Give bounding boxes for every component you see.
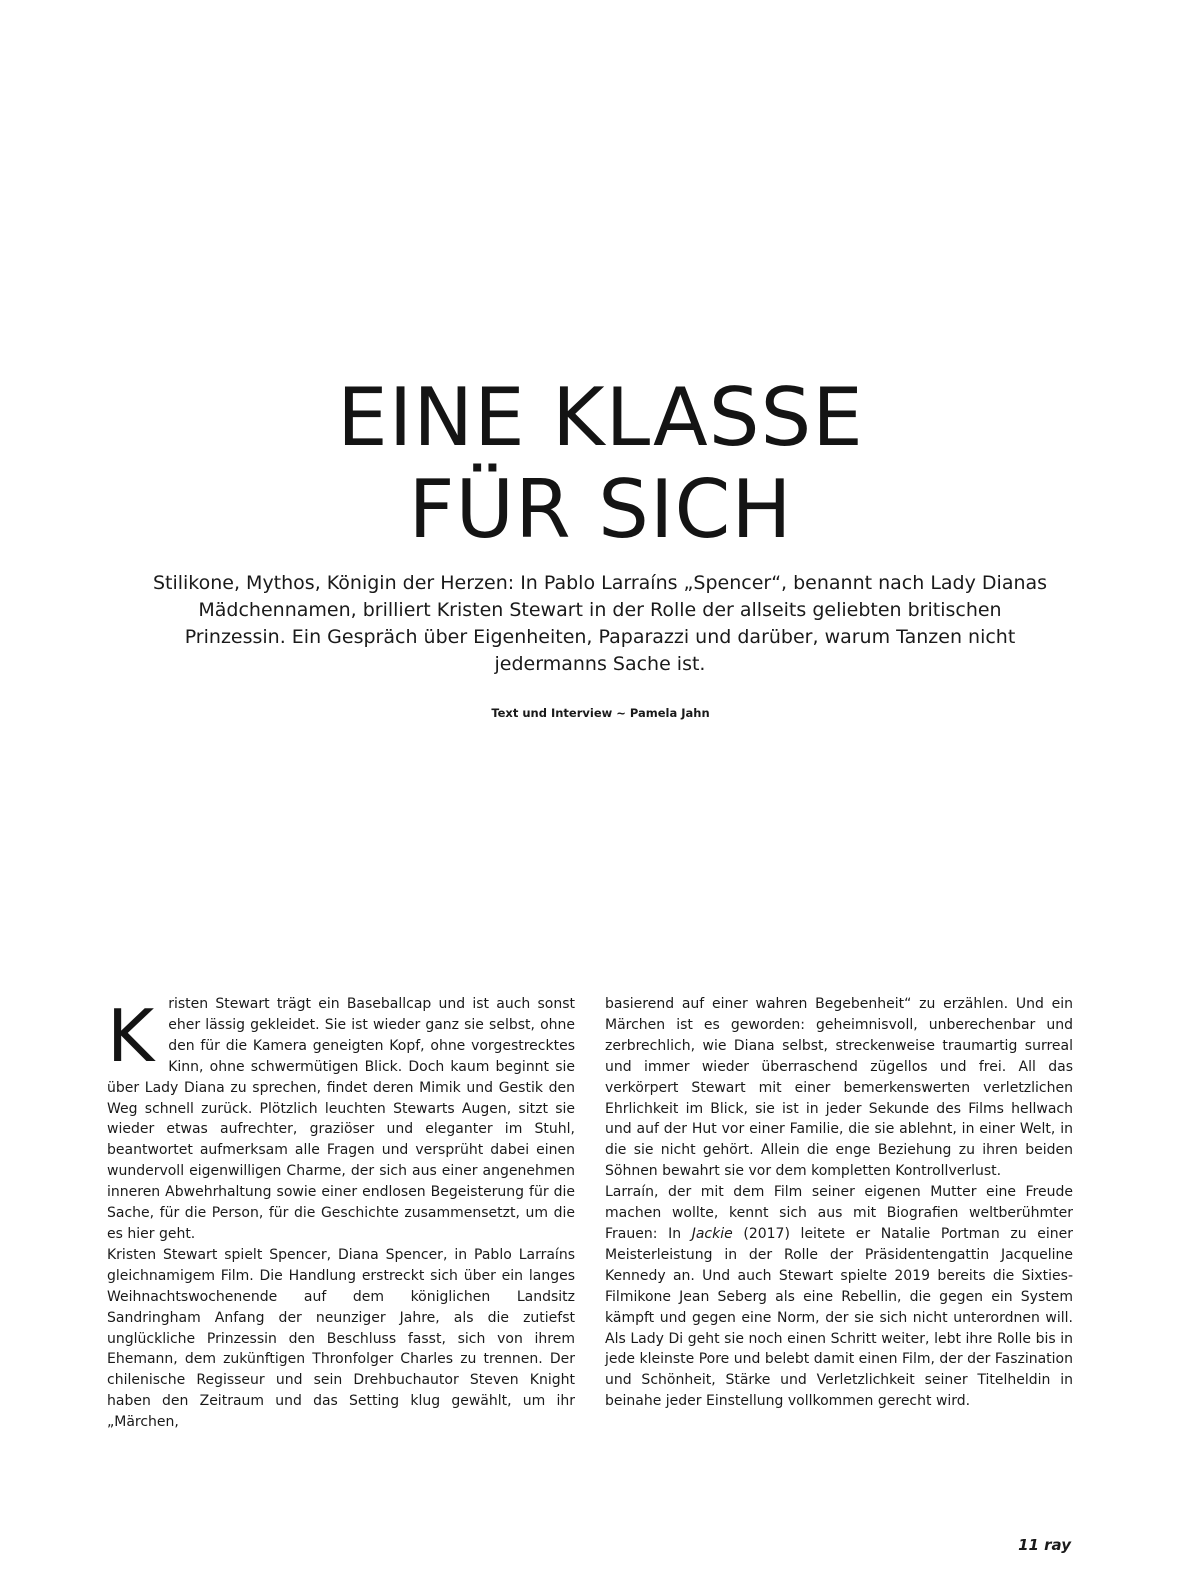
body-paragraph-text: risten Stewart trägt ein Baseballcap und ist auch sonst eher lässig gekleidet. Sie ist wieder ganz sie selbst, ohne den für die Kamera geneigten Kopf, ohne vorgestrecktes Kinn, ohne schwermütigen Blick. Doch kaum beginnt sie über Lady Diana zu sprechen, findet deren Mimik und Gestik den Weg schnell zurück. Plötzlich leuchten Stewarts Augen, sitzt sie wieder etwas aufrechter, graziöser und eleganter im Stuhl, beantwortet aufmerksam alle Fragen und versprüht dabei einen wundervoll eigenwilligen Charme, der sich aus einer angenehmen inneren Abwehrhaltung sowie einer endlosen Begeisterung für die Sache, für die Person, für die Geschichte zusammensetzt, um die es hier geht. xyxy=(107,996,575,1242)
body-column-left xyxy=(107,994,575,1433)
body-paragraph: basierend auf einer wahren Begebenheit“ zu erzählen. Und ein Märchen ist es geworden: geheimnisvoll, unberechenbar und zerbrechlich, wie Diana selbst, streckenweise traumartig surreal und immer wieder überraschend zügellos und frei. All das verkörpert Stewart mit einer bemerkenswerten verletzlichen Ehrlichkeit im Blick, sie ist in jeder Sekunde des Films hellwach und auf der Hut vor einer Familie, die sie ablehnt, in einer Welt, in die sie nicht gehört. Allein die enge Beziehung zu ihren beiden Söhnen bewahrt sie vor dem kompletten Kontrollverlust. xyxy=(605,996,1073,1180)
body-paragraph: Kristen Stewart spielt Spencer, Diana Spencer, in Pablo Larraíns gleichnamigem Film. Die Handlung erstreckt sich über ein langes Weihnachtswochenende auf dem königlichen Landsitz Sandringham Anfang der neunziger Jahre, als die zutiefst unglückliche Prinzessin den Beschluss fasst, sich von ihrem Ehemann, dem zukünftigen Thronfolger Charles zu trennen. Der chilenische Regisseur und sein Drehbuchautor Steven Knight haben den Zeitraum und das Setting klug gewählt, um ihr „Märchen, xyxy=(107,1246,575,1431)
film-title: Jackie xyxy=(691,1225,733,1242)
page-folio: 11 ray xyxy=(1018,1536,1071,1554)
body-paragraph xyxy=(605,1182,1073,1412)
body-text-segment: (2017) leitete er Natalie Portman zu einer Meisterleistung in der Rolle der Präsidentengattin Jacqueline Kennedy an. Und auch Stewart spielte 2019 bereits die Sixties-Filmikone Jean Seberg als eine Rebellin, die gegen ein System kämpft und gegen eine Norm, der sie sich nicht unterordnen will. Als Lady Di geht sie noch einen Schritt weiter, lebt ihre Rolle bis in jede kleinste Pore und belebt damit einen Film, der der Faszination und Schönheit, Stärke und Verletzlichkeit seiner Titelheldin in beinahe jeder Einstellung vollkommen gerecht wird. xyxy=(605,1225,1073,1410)
article-byline: Text und Interview ~ Pamela Jahn xyxy=(491,706,710,720)
body-text-segment: Larraín, der mit dem Film seiner eigenen Mutter eine Freude machen wollte, kennt sich aus mit Biografien weltberühmter Frauen: In xyxy=(605,1184,1073,1242)
article-lead: Stilikone, Mythos, Königin der Herzen: In Pablo Larraíns „Spencer“, benannt nach Lady Dianas Mädchennamen, brilliert Kristen Stewart in der Rolle der allseits geliebten britischen Prinzessin. Ein Gespräch über Eigenheiten, Paparazzi und darüber, warum Tanzen nicht jedermanns Sache ist. xyxy=(152,572,1048,675)
body-paragraph xyxy=(107,994,575,1245)
drop-cap: K xyxy=(107,994,155,1078)
body-column-right xyxy=(605,994,1073,1412)
article-headline xyxy=(0,372,1201,556)
headline-line-1: EINE KLASSE xyxy=(337,371,864,464)
headline-line-2: FÜR SICH xyxy=(408,463,793,556)
